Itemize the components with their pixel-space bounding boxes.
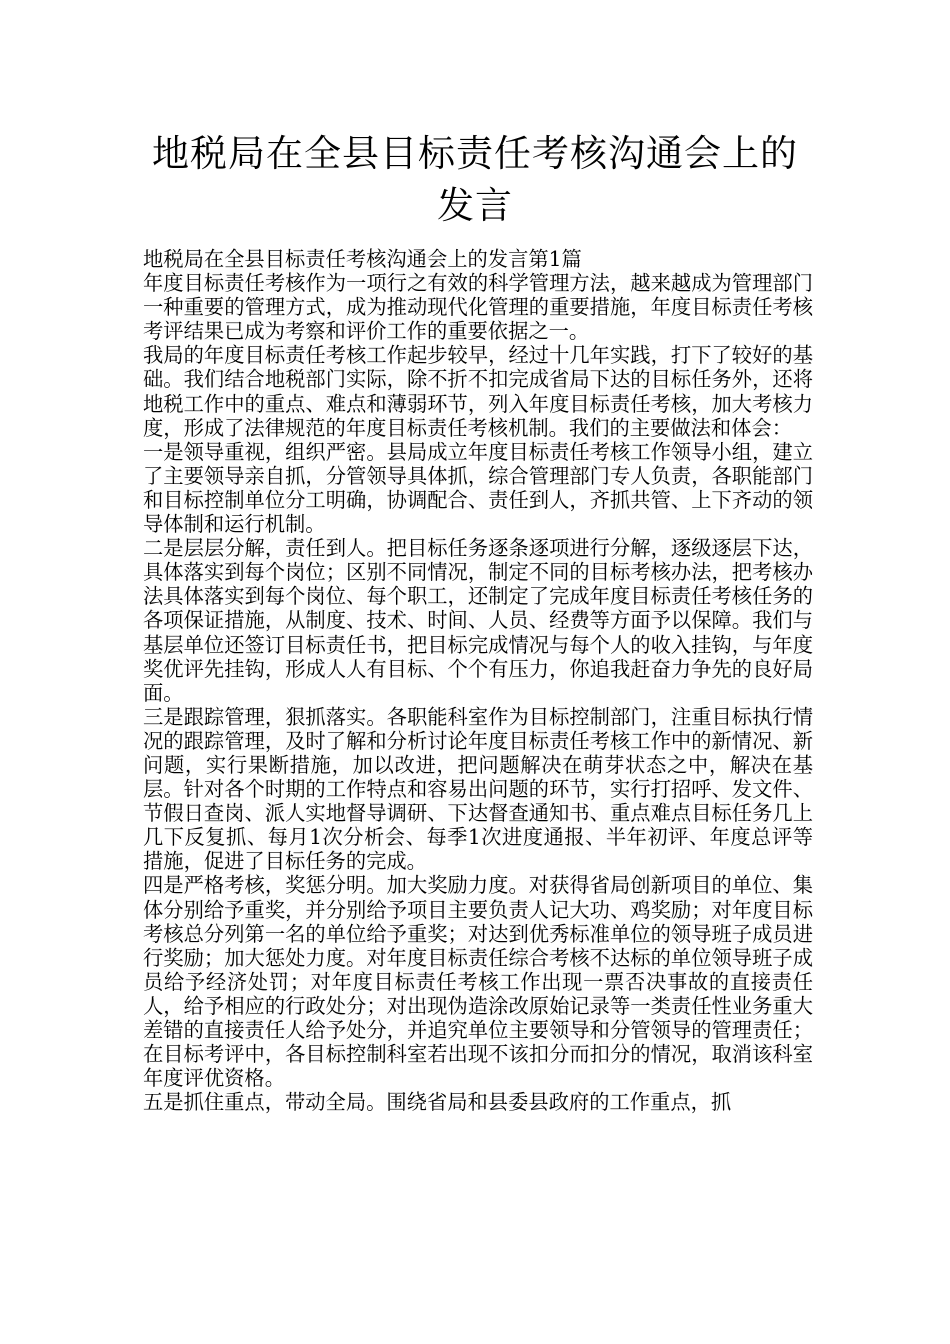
paragraph-point-four: 四是严格考核，奖惩分明。加大奖励力度。对获得省局创新项目的单位、集体分别给予重奖，并分别给予项目主要负责人记大功、鸡奖励；对年度目标考核总分列第一名的单位给予重奖；对达到优秀标准单位的领导班子成员进行奖励；加大惩处力度。对年度目标责任综合考核不达标的单位领导班子成员给予经济处罚；对年度目标责任考核工作出现一票否决事故的直接责任人，给予相应的行政处分；对出现伪造涂改原始记录等一类责任性业务重大差错的直接责任人给予处分，并追究单位主要领导和分管领导的管理责任；在目标考评中，各目标控制科室若出现不该扣分而扣分的情况，取消该科室年度评优资格。: [143, 873, 813, 1091]
paragraph-background: 我局的年度目标责任考核工作起步较早，经过十几年实践，打下了较好的基础。我们结合地税部门实际，除不折不扣完成省局下达的目标任务外，还将地税工作中的重点、难点和薄弱环节，列入年度目标责任考核，加大考核力度，形成了法律规范的年度目标责任考核机制。我们的主要做法和体会：: [143, 343, 813, 440]
paragraph-point-two: 二是层层分解，责任到人。把目标任务逐条逐项进行分解，逐级逐层下达，具体落实到每个岗位；区别不同情况，制定不同的目标考核办法，把考核办法具体落实到每个岗位、每个职工，还制定了完成年度目标责任考核任务的各项保证措施，从制度、技术、时间、人员、经费等方面予以保障。我们与基层单位还签订目标责任书，把目标完成情况与每个人的收入挂钩，与年度奖优评先挂钩，形成人人有目标、个个有压力，你追我赶奋力争先的良好局面。: [143, 536, 813, 705]
document-body: [143, 247, 813, 1114]
section-heading: 地税局在全县目标责任考核沟通会上的发言第1篇: [143, 247, 582, 271]
paragraph-intro: 年度目标责任考核作为一项行之有效的科学管理方法，越来越成为管理部门一种重要的管理方式，成为推动现代化管理的重要措施，年度目标责任考核考评结果已成为考察和评价工作的重要依据之一。: [143, 271, 813, 344]
document-title: 地税局在全县目标责任考核沟通会上的发言: [152, 132, 798, 227]
paragraph-point-one: 一是领导重视，组织严密。县局成立年度目标责任考核工作领导小组，建立了主要领导亲自抓，分管领导具体抓，综合管理部门专人负责，各职能部门和目标控制单位分工明确，协调配合、责任到人，齐抓共管、上下齐动的领导体制和运行机制。: [143, 439, 813, 537]
paragraph-point-three: 三是跟踪管理，狠抓落实。各职能科室作为目标控制部门，注重目标执行情况的跟踪管理，及时了解和分析讨论年度目标责任考核工作中的新情况、新问题，实行果断措施，加以改进，把问题解决在萌芽状态之中，解决在基层。针对各个时期的工作特点和容易出问题的环节，实行打招呼、发文件、节假日查岗、派人实地督导调研、下达督查通知书、重点难点目标任务几上几下反复抓、每月1次分析会、每季1次进度通报、半年初评、年度总评等措施，促进了目标任务的完成。: [143, 704, 813, 874]
paragraph-point-five: 五是抓住重点，带动全局。围绕省局和县委县政府的工作重点，抓: [143, 1090, 732, 1115]
